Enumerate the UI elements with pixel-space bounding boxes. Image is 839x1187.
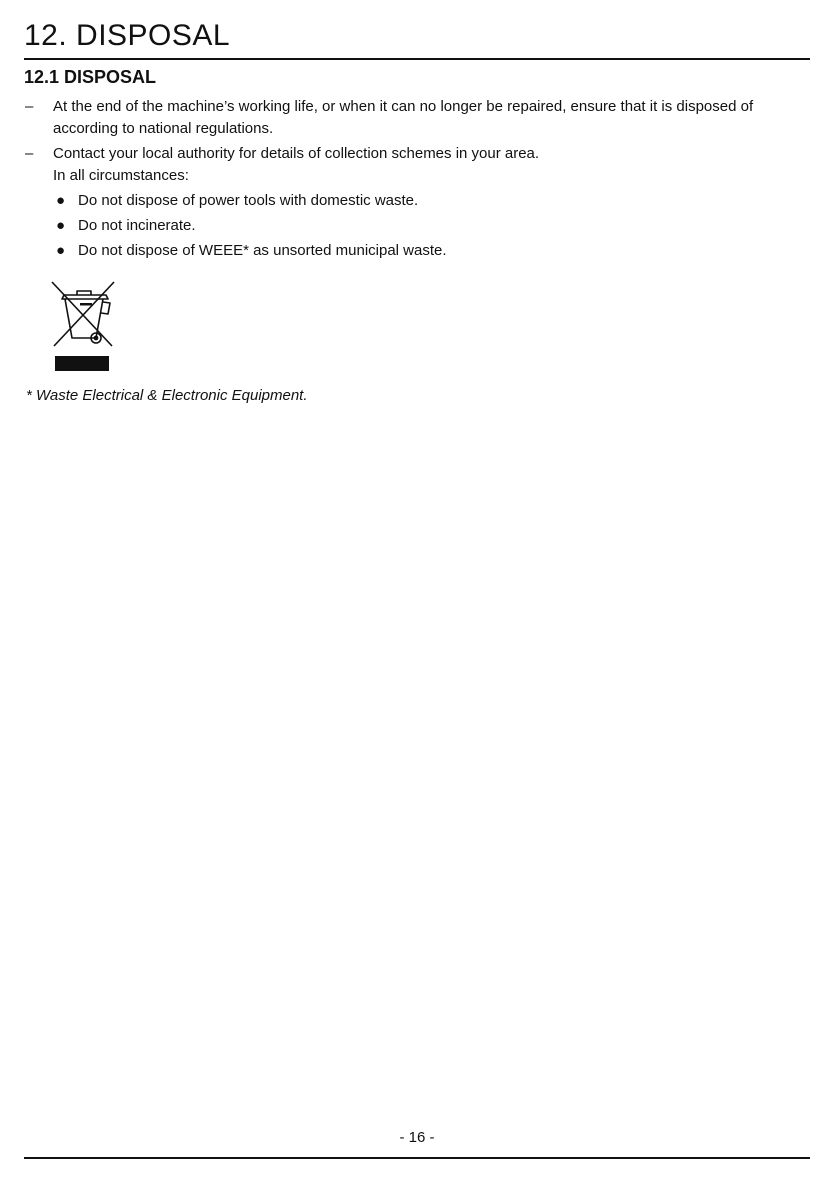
bullet-item: [53, 215, 814, 237]
bullet-marker: ●: [56, 192, 66, 209]
footnote: * Waste Electrical & Electronic Equipment.: [26, 387, 308, 404]
bullet-text: Do not dispose of power tools with domestic waste.: [78, 192, 419, 209]
bullet-list: [53, 190, 814, 262]
dash-marker: –: [25, 145, 34, 162]
bullet-text: Do not incinerate.: [78, 217, 196, 234]
page-title: 12. DISPOSAL: [24, 19, 231, 52]
section-heading: 12.1 DISPOSAL: [24, 67, 157, 87]
page-number: - 16 -: [399, 1129, 435, 1146]
title-divider: [24, 58, 810, 60]
list-item: [24, 96, 814, 140]
crossed-out-wheelie-bin-icon: [50, 278, 118, 372]
bullet-text: Do not dispose of WEEE* as unsorted municipal waste.: [78, 242, 447, 259]
footer-divider: [24, 1157, 810, 1159]
list-item-text: At the end of the machine’s working life, or when it can no longer be repaired, ensure that it is disposed of according to national regulations.: [53, 98, 754, 137]
bullet-marker: ●: [56, 217, 66, 234]
bullet-item: [53, 190, 814, 212]
dash-marker: –: [25, 98, 34, 115]
circumstances-label: In all circumstances:: [53, 167, 189, 184]
disposal-instructions: [24, 96, 814, 262]
bullet-marker: ●: [56, 242, 66, 259]
list-item: [24, 143, 814, 262]
bullet-item: [53, 240, 814, 262]
list-item-text: Contact your local authority for details of collection schemes in your area.: [53, 145, 540, 162]
